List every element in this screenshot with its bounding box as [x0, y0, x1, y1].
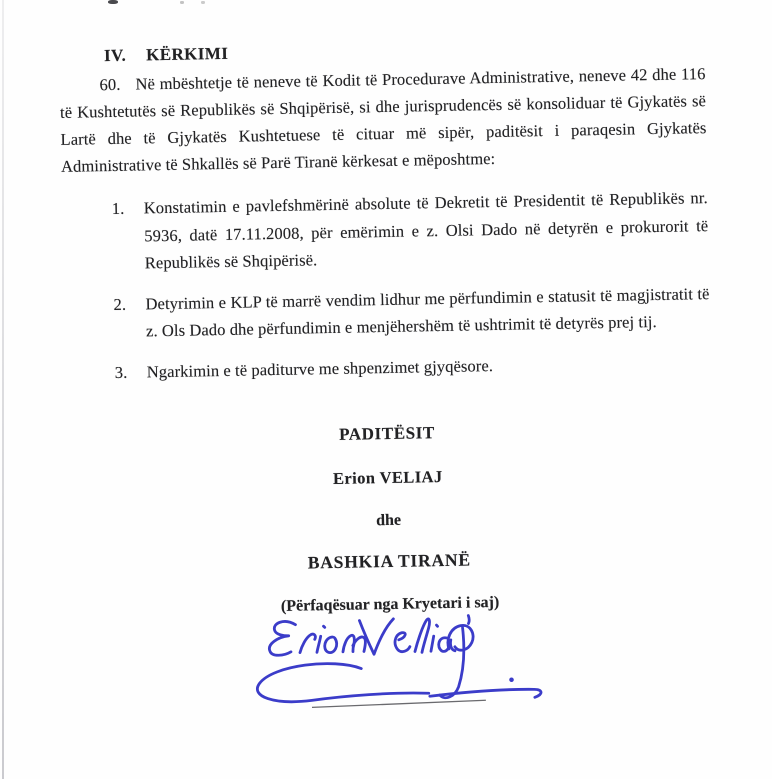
- list-item-text: Detyrimin e KLP të marrë vendim lidhur me përfundimin e statusit të magjistratit të z. Ols Dado dhe përfundimin e menjëhershëm të ushtrimit të detyrës prej tij.: [145, 283, 710, 341]
- paragraph-text: Në mbështetje të neneve të Kodit të Procedurave Administrative, neneve 42 dhe 116 të Kushtetutës së Republikës së Shqipërisë, si dhe jurisprudencës së konsoliduar të Gjykatës së Lartë dhe të Gjykatës Kushtetuese të cituar më sipër, paditësit i paraqesin Gjykatës Administrative të Shkallës së Parë Tiranë kërkesat e mëposhtme:: [59, 64, 707, 176]
- list-item-number: 3.: [114, 362, 128, 382]
- list-item: [65, 348, 711, 387]
- scan-speck: [108, 0, 118, 4]
- list-item-text: Ngarkimin e të paditurve me shpenzimet gjyqësore.: [146, 355, 494, 381]
- handwritten-signature: [232, 607, 564, 728]
- plaintiff-name-2: BASHKIA TIRANË: [307, 549, 472, 573]
- conjunction-label: dhe: [375, 511, 402, 530]
- list-item: [62, 184, 709, 278]
- list-item-number: 1.: [111, 198, 125, 218]
- paragraph-60: [59, 60, 707, 180]
- section-number: IV.: [103, 45, 127, 66]
- plaintiffs-label: PADITËSIT: [338, 423, 436, 444]
- list-item: [63, 280, 710, 347]
- paragraph-number: 60.: [99, 74, 121, 95]
- section-heading: [104, 44, 229, 66]
- list-item-number: 2.: [113, 294, 127, 314]
- section-title: KËRKIMI: [145, 43, 229, 65]
- requests-list: [62, 184, 712, 400]
- signature-underline: [312, 700, 486, 707]
- signature-ink: [232, 607, 564, 728]
- plaintiff-name-1: Erion VELIAJ: [332, 466, 443, 488]
- list-item-text: Konstatimin e pavlefshmërinë absolute të Dekretit të Presidentit të Republikës nr. 5936, datë 17.11.2008, për emërimin e z. Olsi Dado në detyrën e prokurorit të Republikës së Shqipërisë.: [143, 188, 709, 273]
- representation-note: (Përfaqësuar nga Kryetari i saj): [280, 593, 500, 615]
